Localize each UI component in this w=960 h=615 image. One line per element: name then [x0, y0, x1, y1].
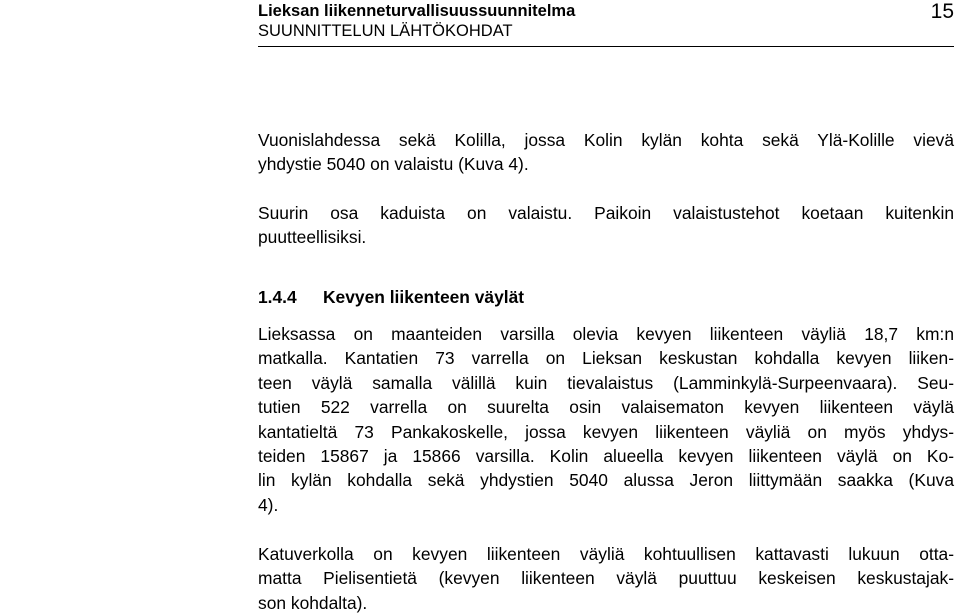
text-line: teiden 15867 ja 15866 varsilla. Kolin alueella kevyen liikenteen väylä on Ko-: [258, 445, 954, 466]
text-line: kantatieltä 73 Pankakoskelle, jossa kevyen liikenteen väyliä on myös yhdys-: [258, 421, 954, 442]
text-line: Suurin osa kaduista on valaistu. Paikoin valaistustehot koetaan kuitenkin: [258, 203, 954, 223]
text-line: yhdystie 5040 on valaistu (Kuva 4).: [258, 154, 529, 175]
paragraph-street-network: [258, 542, 954, 615]
text-line: lin kylän kohdalla sekä yhdystien 5040 alussa Jeron liittymään saakka (Kuva: [258, 470, 954, 491]
text-line: son kohdalta).: [258, 592, 368, 613]
document-title: Lieksan liikenneturvallisuussuunnitelma: [258, 2, 576, 20]
text-line: teen väylä samalla välillä kuin tievalaistus (Lamminkylä-Surpeenvaara). Seu-: [258, 372, 954, 393]
text-line: tutien 522 varrella on suurelta osin valaisematon kevyen liikenteen väylä: [258, 397, 954, 418]
page-number: 15: [930, 0, 954, 23]
paragraph-pedestrian-routes: [258, 322, 954, 517]
text-line: Katuverkolla on kevyen liikenteen väyliä kohtuullisen kattavasti lukuun otta-: [258, 544, 954, 564]
text-line: matkalla. Kantatien 73 varrella on Lieksan keskustan kohdalla kevyen liiken-: [258, 348, 954, 369]
chapter-title: SUUNNITTELUN LÄHTÖKOHDAT: [258, 22, 513, 40]
paragraph-lighting-kolin: [258, 128, 954, 177]
page-header: [258, 0, 954, 48]
text-line: 4).: [258, 494, 279, 515]
text-line: puutteellisiksi.: [258, 227, 367, 248]
text-line: Vuonislahdessa sekä Kolilla, jossa Kolin kylän kohta sekä Ylä-Kolille vievä: [258, 130, 954, 150]
text-line: matta Pielisentietä (kevyen liikenteen väylä puuttuu keskeisen keskustajak-: [258, 568, 954, 589]
header-divider: [258, 46, 954, 47]
section-heading: [258, 285, 524, 309]
section-number: 1.4.4: [258, 287, 297, 307]
text-line: Lieksassa on maanteiden varsilla olevia kevyen liikenteen väyliä 18,7 km:n: [258, 324, 954, 344]
paragraph-street-lighting: [258, 201, 954, 250]
section-title: Kevyen liikenteen väylät: [323, 287, 525, 307]
